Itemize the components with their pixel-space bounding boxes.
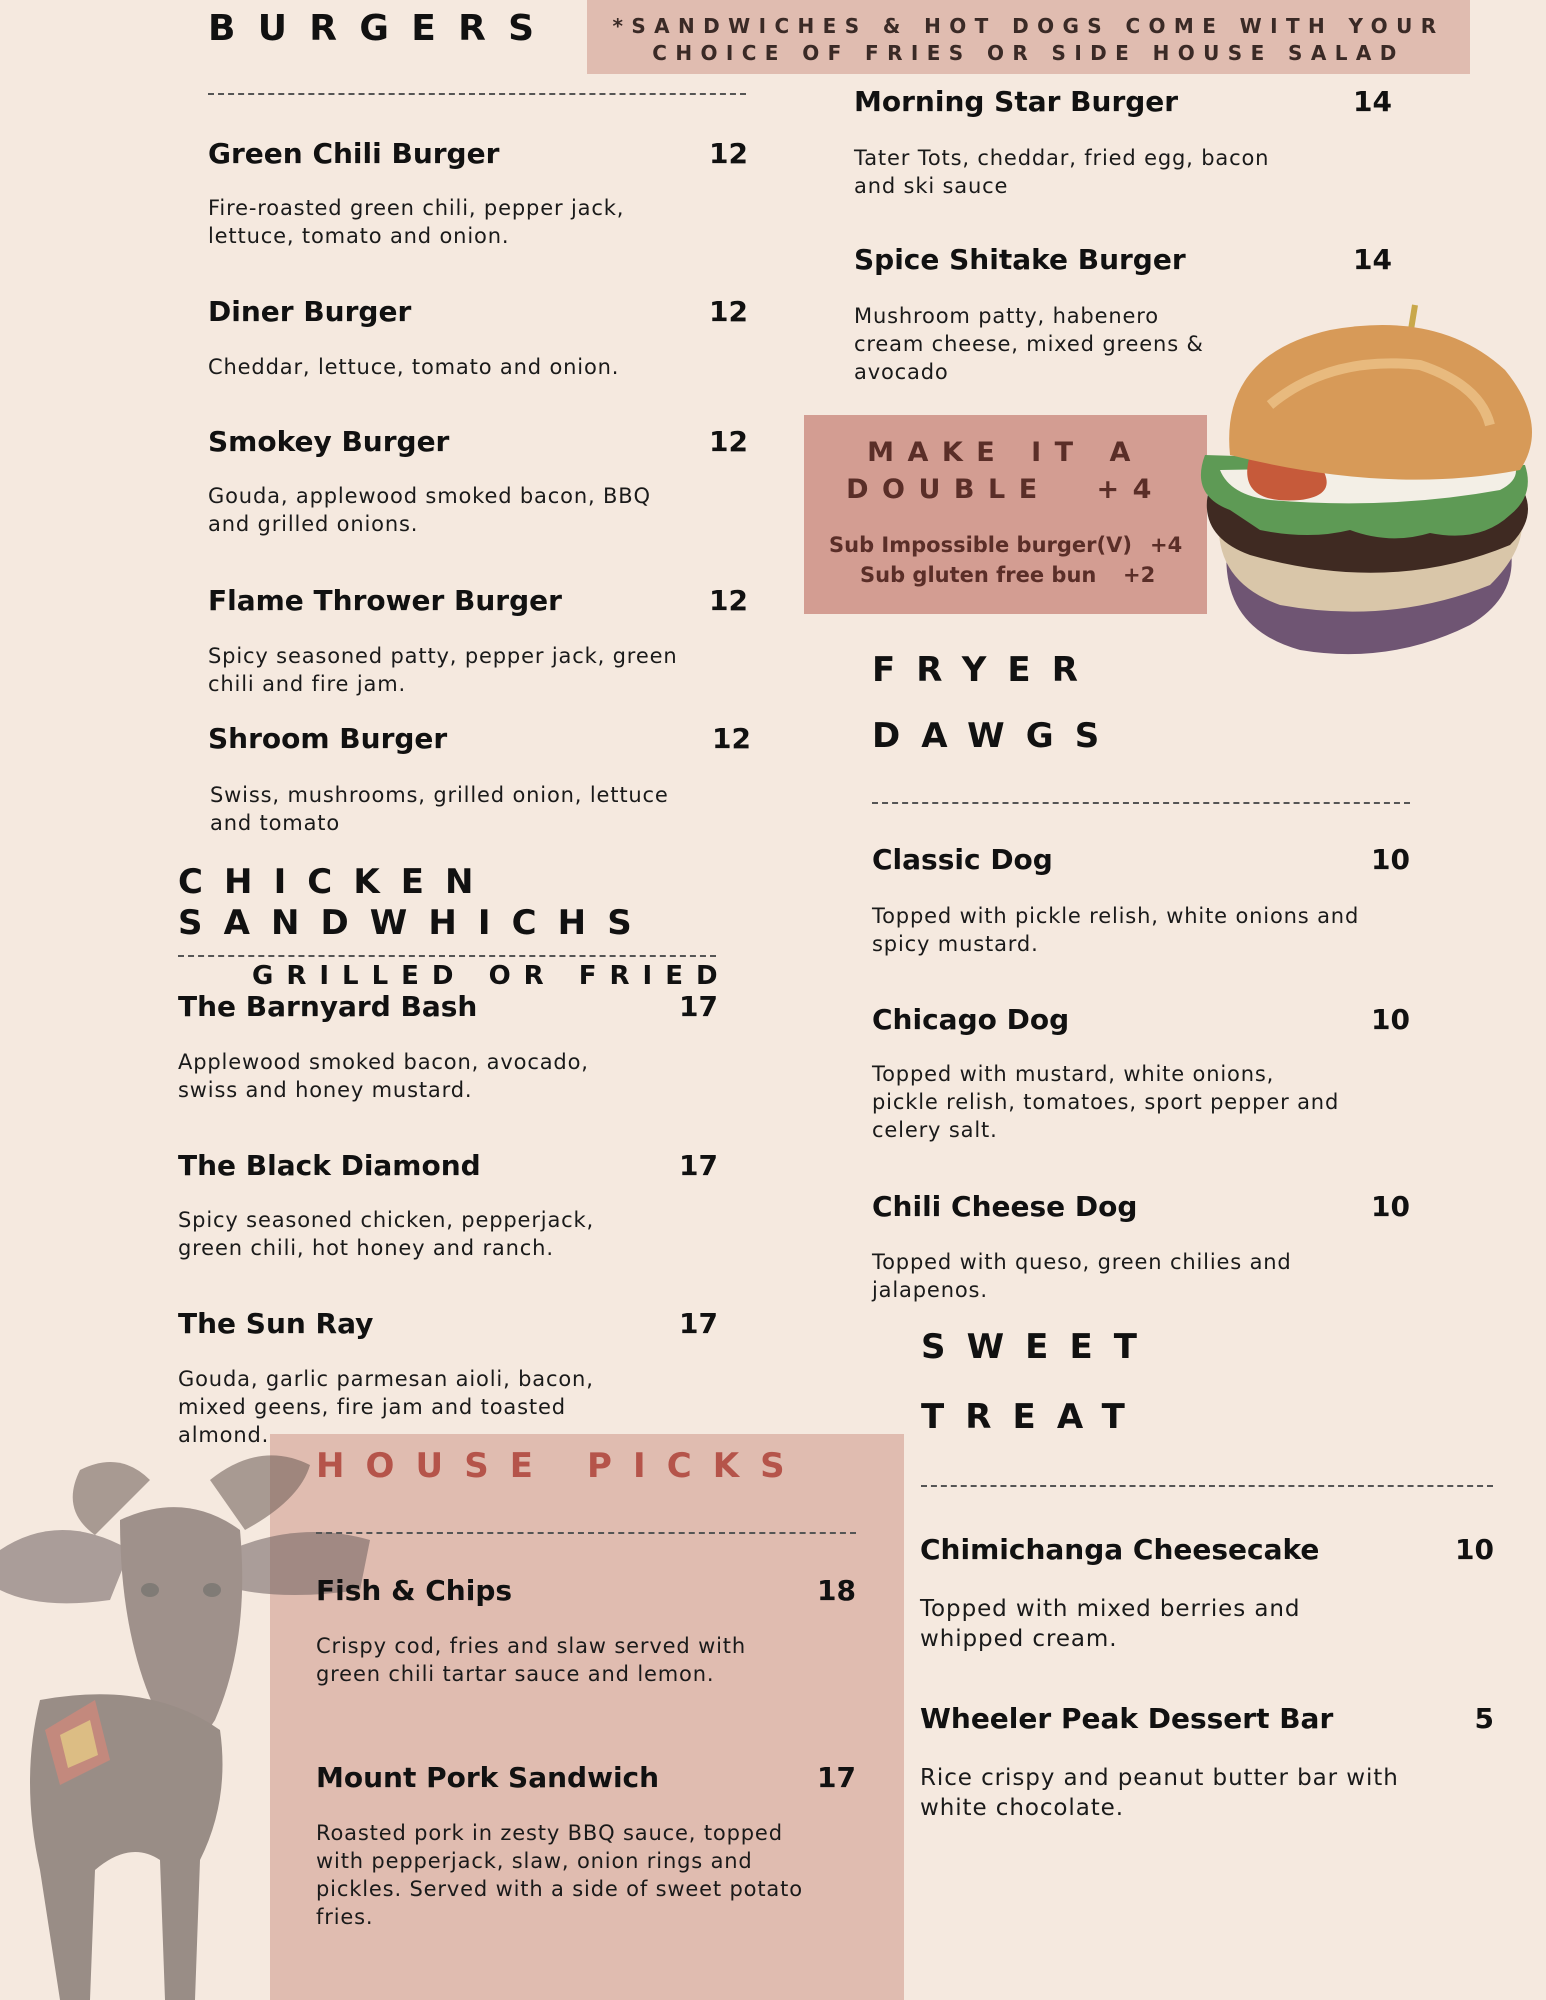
goat-illustration xyxy=(0,1440,370,2000)
burgers-divider xyxy=(208,93,746,95)
sub-gluten-price: +2 xyxy=(1123,563,1156,587)
double-line2: DOUBLE +4 xyxy=(846,474,1165,505)
house-name: Mount Pork Sandwich xyxy=(316,1761,660,1794)
burger-price: 12 xyxy=(709,425,748,458)
house-name: Fish & Chips xyxy=(316,1574,513,1607)
chicken-divider xyxy=(178,955,716,957)
chicken-name: The Sun Ray xyxy=(178,1307,374,1340)
burger-desc: Swiss, mushrooms, grilled onion, lettuce and tomato xyxy=(210,783,669,835)
chicken-price: 17 xyxy=(679,990,718,1023)
chicken-desc: Applewood smoked bacon, avocado, swiss and honey mustard. xyxy=(178,1050,589,1102)
dessert-name: Chimichanga Cheesecake xyxy=(920,1533,1320,1566)
burger-price: 12 xyxy=(709,584,748,617)
sub-impossible-label: Sub Impossible burger(V) xyxy=(829,533,1132,557)
double-line1: MAKE IT A xyxy=(867,437,1144,468)
dessert-price: 10 xyxy=(1455,1533,1494,1566)
burger-name: Smokey Burger xyxy=(208,425,450,458)
burger-price: 14 xyxy=(1353,85,1392,118)
sides-notice-line2: CHOICE OF FRIES OR SIDE HOUSE SALAD xyxy=(652,41,1405,65)
dog-name: Chicago Dog xyxy=(872,1003,1070,1036)
chicken-price: 17 xyxy=(679,1307,718,1340)
burger-name: Shroom Burger xyxy=(208,722,448,755)
fryer-title-line1: FRYER xyxy=(872,650,1099,690)
fryer-title-line2: DAWGS xyxy=(872,716,1121,756)
burger-desc: Gouda, applewood smoked bacon, BBQ and grilled onions. xyxy=(208,484,651,536)
burger-price: 12 xyxy=(709,137,748,170)
chicken-price: 17 xyxy=(679,1149,718,1182)
dog-desc: Topped with pickle relish, white onions and spicy mustard. xyxy=(872,904,1360,956)
burger-name: Green Chili Burger xyxy=(208,137,500,170)
chicken-name: The Barnyard Bash xyxy=(178,990,478,1023)
fryer-divider xyxy=(872,802,1410,804)
chicken-desc: Spicy seasoned chicken, pepperjack, green chili, hot honey and ranch. xyxy=(178,1208,595,1260)
dessert-desc: Topped with mixed berries and whipped cream. xyxy=(920,1596,1301,1652)
house-desc: Crispy cod, fries and slaw served with green chili tartar sauce and lemon. xyxy=(316,1634,746,1686)
house-picks-title: HOUSE PICKS xyxy=(316,1446,806,1486)
burger-name: Spice Shitake Burger xyxy=(854,243,1186,276)
dessert-price: 5 xyxy=(1474,1702,1494,1735)
chicken-subtitle: GRILLED OR FRIED xyxy=(252,961,731,991)
dessert-desc: Rice crispy and peanut butter bar with white chocolate. xyxy=(920,1765,1399,1821)
chicken-desc: Gouda, garlic parmesan aioli, bacon, mixed geens, fire jam and toasted almond. xyxy=(178,1367,594,1447)
dog-desc: Topped with queso, green chilies and jalapenos. xyxy=(872,1250,1292,1302)
chicken-title-line2: SANDWHICHS xyxy=(178,903,653,943)
burger-name: Morning Star Burger xyxy=(854,85,1179,118)
burger-name: Flame Thrower Burger xyxy=(208,584,562,617)
burger-desc: Spicy seasoned patty, pepper jack, green chili and fire jam. xyxy=(208,644,678,696)
house-price: 17 xyxy=(817,1761,856,1794)
burger-price: 12 xyxy=(709,295,748,328)
burgers-title: BURGERS xyxy=(208,8,557,49)
burger-desc: Mushroom patty, habenero cream cheese, mixed greens & avocado xyxy=(854,304,1204,384)
dessert-name: Wheeler Peak Dessert Bar xyxy=(920,1702,1334,1735)
dog-price: 10 xyxy=(1371,1190,1410,1223)
chicken-title-line1: CHICKEN xyxy=(178,862,495,902)
burger-desc: Fire-roasted green chili, pepper jack, lettuce, tomato and onion. xyxy=(208,196,625,248)
dog-name: Chili Cheese Dog xyxy=(872,1190,1138,1223)
burger-desc: Tater Tots, cheddar, fried egg, bacon and ski sauce xyxy=(854,146,1270,198)
dog-name: Classic Dog xyxy=(872,843,1053,876)
burger-desc: Cheddar, lettuce, tomato and onion. xyxy=(208,355,620,379)
dog-price: 10 xyxy=(1371,843,1410,876)
chicken-name: The Black Diamond xyxy=(178,1149,481,1182)
sweet-divider xyxy=(921,1485,1493,1487)
sweet-title-line1: SWEET xyxy=(921,1327,1159,1367)
dog-price: 10 xyxy=(1371,1003,1410,1036)
burger-price: 14 xyxy=(1353,243,1392,276)
sub-gluten-label: Sub gluten free bun xyxy=(860,563,1097,587)
burger-price: 12 xyxy=(712,722,751,755)
sides-notice-line1: *SANDWICHES & HOT DOGS COME WITH YOUR xyxy=(612,14,1445,38)
house-desc: Roasted pork in zesty BBQ sauce, topped with pepperjack, slaw, onion rings and pickles. Served with a side of sweet potato fries. xyxy=(316,1821,803,1929)
sub-impossible-price: +4 xyxy=(1150,533,1183,557)
sweet-title-line2: TREAT xyxy=(921,1397,1146,1437)
house-picks-divider xyxy=(316,1532,856,1534)
house-price: 18 xyxy=(817,1574,856,1607)
burger-name: Diner Burger xyxy=(208,295,412,328)
burger-illustration xyxy=(1190,295,1546,665)
dog-desc: Topped with mustard, white onions, pickle relish, tomatoes, sport pepper and celery salt. xyxy=(872,1062,1340,1142)
